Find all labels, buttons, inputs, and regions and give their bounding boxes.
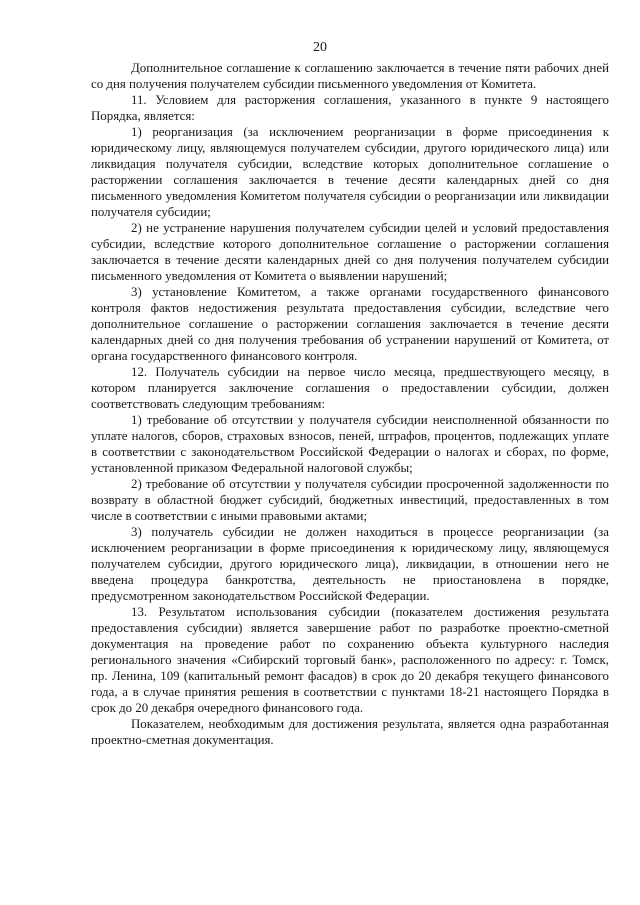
paragraph-clause-12-item-3: 3) получатель субсидии не должен находиться в процессе реорганизации (за исключением реорганизации в форме присоединения к юридическому лицу, являющемуся получателем субсидии, другого юридического лица), ликвидации, в отношении него не введена процедура банкротства, деятельность не приостановлена в порядке, предусмотренном законодательством Российской Федерации. xyxy=(91,525,609,603)
paragraph-clause-12-item-1: 1) требование об отсутствии у получателя субсидии неисполненной обязанности по уплате налогов, сборов, страховых взносов, пеней, штрафов, процентов, подлежащих уплате в соответствии с законодательством Российской Федерации о налогах и сборах, по форме, установленной приказом Федеральной налоговой службы; xyxy=(91,413,609,475)
page-number: 20 xyxy=(313,40,327,55)
paragraph-clause-11-item-2: 2) не устранение нарушения получателем субсидии целей и условий предоставления субсидии, вследствие которого дополнительное соглашение о расторжении соглашения заключается в течение десяти календарных дней со дня получения получателем субсидии письменного уведомления от Комитета о выявлении нарушений; xyxy=(91,221,609,283)
paragraph-clause-13: 13. Результатом использования субсидии (показателем достижения результата предоставления субсидии) является завершение работ по разработке проектно-сметной документация на проведение работ по сохранению объекта культурного наследия регионального значения «Сибирский торговый банк», расположенного по адресу: г. Томск, пр. Ленина, 109 (капитальный ремонт фасадов) в срок до 20 декабря текущего финансового года, а в случае принятия решения в соответствии с пунктами 18-21 настоящего Порядка в срок до 20 декабря очередного финансового года. xyxy=(91,605,609,715)
document-body xyxy=(91,60,609,748)
paragraph-clause-12: 12. Получатель субсидии на первое число месяца, предшествующего месяцу, в котором планируется заключение соглашения о предоставлении субсидии, должен соответствовать следующим требованиям: xyxy=(91,365,609,411)
paragraph-clause-12-item-2: 2) требование об отсутствии у получателя субсидии просроченной задолженности по возврату в областной бюджет субсидий, бюджетных инвестиций, предоставленных в том числе в соответствии с иными правовыми актами; xyxy=(91,477,609,523)
paragraph-result-indicator: Показателем, необходимым для достижения результата, является одна разработанная проектно-сметная документация. xyxy=(91,717,609,747)
paragraph-clause-11-item-1: 1) реорганизация (за исключением реорганизации в форме присоединения к юридическому лицу, являющемуся получателем субсидии, другого юридического лица) или ликвидация получателя субсидии, вследствие которых дополнительное соглашение о расторжении соглашения заключается в течение десяти календарных дней со дня письменного уведомления Комитетом получателя субсидии о реорганизации или ликвидации получателя субсидии; xyxy=(91,125,609,219)
paragraph-clause-11-item-3: 3) установление Комитетом, а также органами государственного финансового контроля фактов недостижения результата предоставления субсидии, вследствие чего дополнительное соглашение о расторжении соглашения заключается в течение десяти календарных дней со дня получения требования об устранении нарушений от Комитета, от органа государственного финансового контроля. xyxy=(91,285,609,363)
paragraph-additional-agreement: Дополнительное соглашение к соглашению заключается в течение пяти рабочих дней со дня получения получателем субсидии письменного уведомления от Комитета. xyxy=(91,61,609,91)
paragraph-clause-11: 11. Условием для расторжения соглашения, указанного в пункте 9 настоящего Порядка, является: xyxy=(91,93,609,123)
